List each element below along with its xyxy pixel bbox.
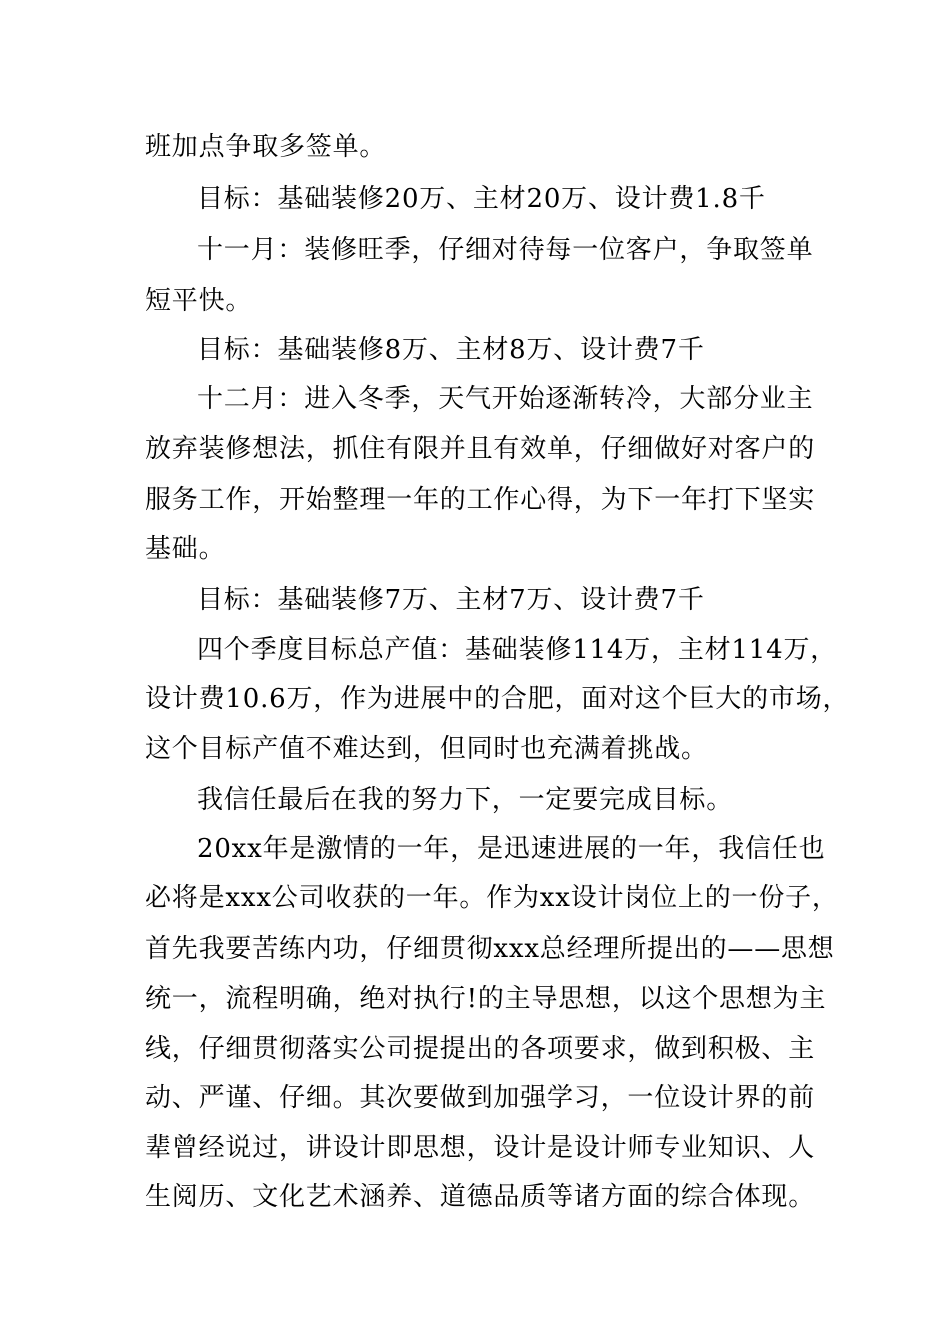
text-line-8: 服务工作，开始整理一年的工作心得，为下一年打下坚实 (145, 485, 816, 515)
text-line-14: 我信任最后在我的努力下，一定要完成目标。 (197, 785, 734, 815)
text-line-20: 动、严谨、仔细。其次要做到加强学习，一位设计界的前 (145, 1083, 816, 1113)
text-line-2: 目标：基础装修20万、主材20万、设计费1.8千 (197, 184, 766, 214)
text-line-16: 必将是xxx公司收获的一年。作为xx设计岗位上的一份子， (145, 883, 839, 913)
text-line-13: 这个目标产值不难达到，但同时也充满着挑战。 (145, 734, 708, 764)
text-line-21: 辈曾经说过，讲设计即思想，设计是设计师专业知识、人 (145, 1133, 816, 1163)
text-line-1: 班加点争取多签单。 (145, 132, 387, 162)
text-line-5: 目标：基础装修8万、主材8万、设计费7千 (197, 335, 705, 365)
text-line-19: 线，仔细贯彻落实公司提提出的各项要求，做到积极、主 (145, 1034, 816, 1064)
text-line-6: 十二月：进入冬季，天气开始逐渐转冷，大部分业主 (197, 384, 814, 414)
text-line-10: 目标：基础装修7万、主材7万、设计费7千 (197, 585, 705, 615)
text-line-11: 四个季度目标总产值：基础装修114万，主材114万， (197, 635, 838, 665)
text-line-22: 生阅历、文化艺术涵养、道德品质等诸方面的综合体现。 (145, 1182, 816, 1212)
text-line-18: 统一，流程明确，绝对执行!的主导思想，以这个思想为主 (145, 984, 827, 1014)
text-line-3: 十一月：装修旺季，仔细对待每一位客户，争取签单 (197, 235, 814, 265)
text-line-17: 首先我要苦练内功，仔细贯彻xxx总经理所提出的——思想 (145, 934, 835, 964)
text-line-12: 设计费10.6万，作为进展中的合肥，面对这个巨大的市场， (145, 684, 850, 714)
text-line-9: 基础。 (145, 534, 226, 564)
text-line-15: 20xx年是激情的一年，是迅速进展的一年，我信任也 (197, 834, 826, 864)
text-line-7: 放弃装修想法，抓住有限并且有效单，仔细做好对客户的 (145, 434, 816, 464)
text-line-4: 短平快。 (145, 286, 253, 316)
